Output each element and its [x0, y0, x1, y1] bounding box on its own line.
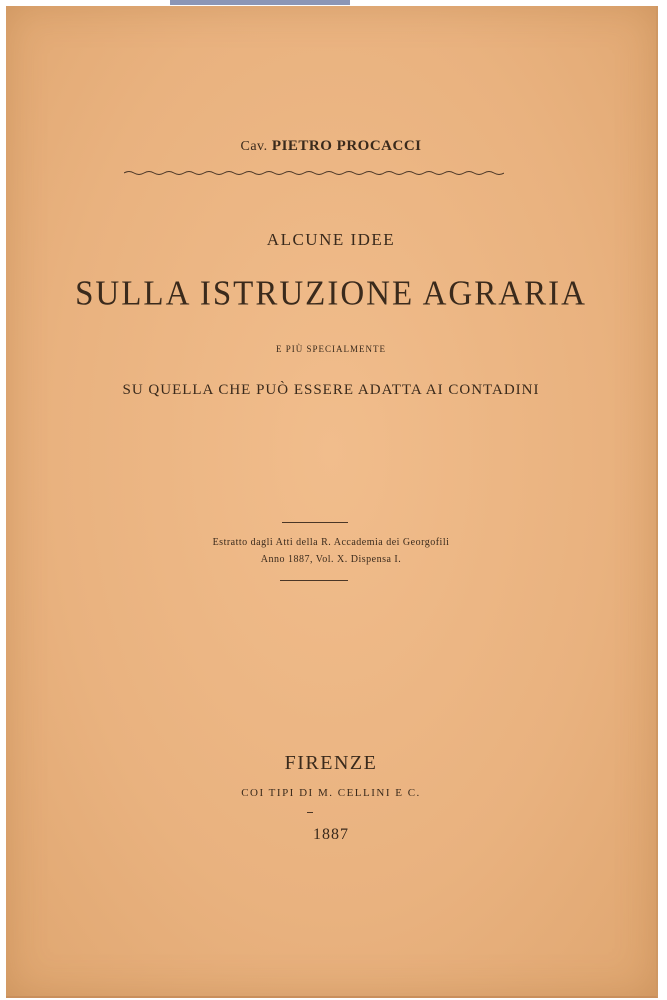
main-title: SULLA ISTRUZIONE AGRARIA — [75, 275, 587, 313]
book-cover — [6, 6, 658, 998]
imprint-year: 1887 — [313, 826, 349, 843]
divider-bottom — [280, 580, 348, 581]
wavy-divider — [124, 168, 504, 178]
imprint-printer: COI TIPI DI M. CELLINI E C. — [241, 787, 421, 799]
author-name: PIETRO PROCACCI — [271, 138, 422, 154]
pre-title: ALCUNE IDEE — [266, 230, 396, 249]
author-prefix: Cav. — [240, 139, 268, 154]
connector-line: E PIÙ SPECIALMENTE — [276, 344, 386, 354]
author-line — [6, 138, 656, 155]
imprint-dash — [307, 812, 313, 813]
extract-line-2: Anno 1887, Vol. X. Dispensa I. — [260, 554, 402, 565]
imprint-city: FIRENZE — [284, 752, 378, 774]
extract-line-1: Estratto dagli Atti della R. Accademia dei Georgofili — [212, 537, 450, 548]
sub-title: SU QUELLA CHE PUÒ ESSERE ADATTA AI CONTADINI — [122, 382, 540, 398]
ink-stain — [170, 0, 350, 5]
divider-top — [282, 522, 348, 523]
